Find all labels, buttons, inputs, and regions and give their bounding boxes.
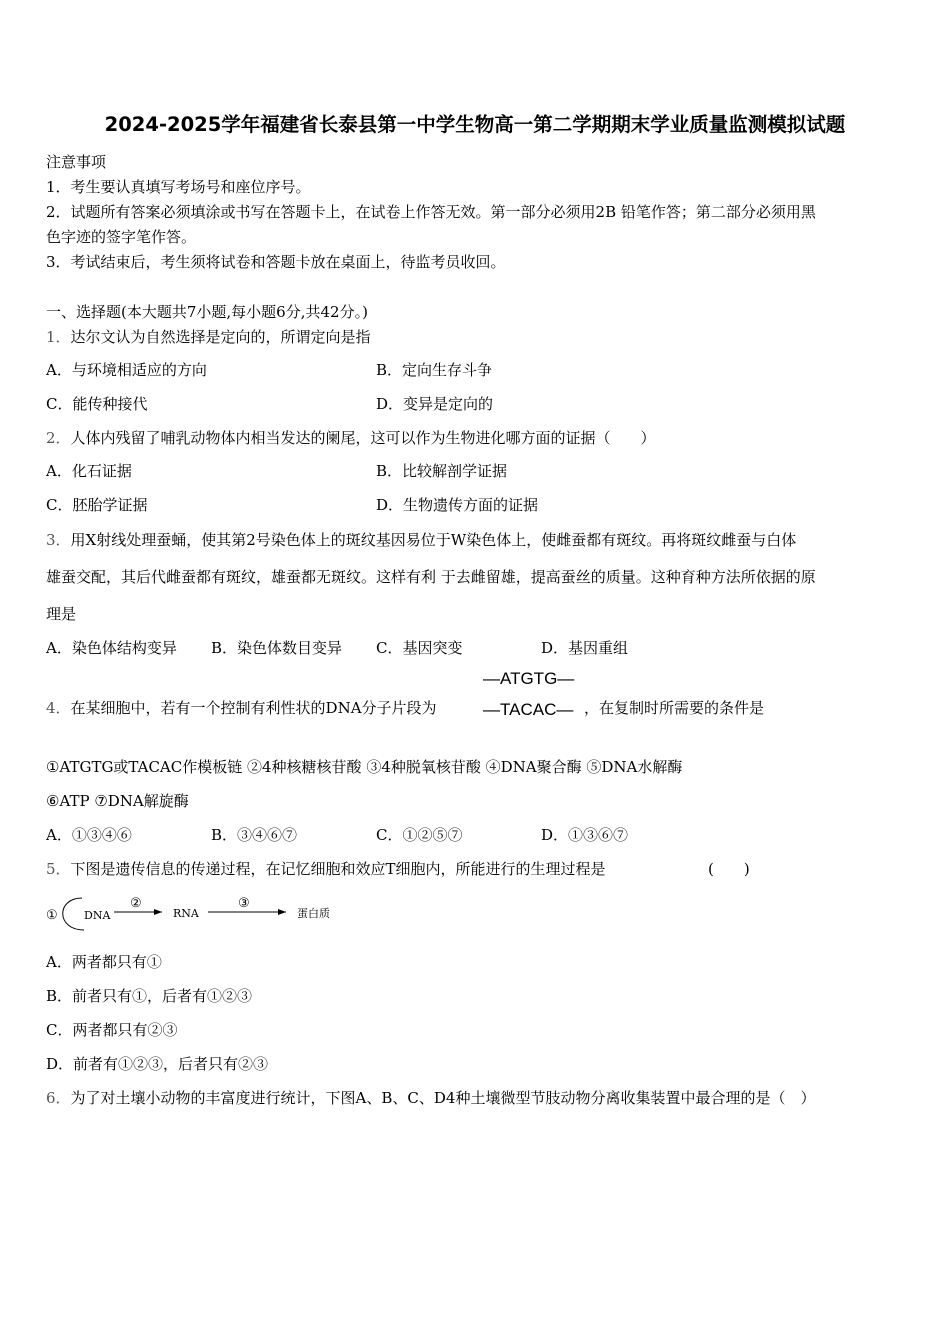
question-5 xyxy=(46,859,606,879)
question-stem: 下图是遗传信息的传递过程，在记忆细胞和效应T细胞内，所能进行的生理过程是 xyxy=(70,860,606,878)
question-stem-line: 雄蚕交配，其后代雌蚕都有斑纹，雄蚕都无斑纹。这样有利 于去雌留雄，提高蚕丝的质量。这种育种方法所依据的原 xyxy=(46,568,816,586)
option-d: D．①③⑥⑦ xyxy=(541,826,629,844)
option-a: A．两者都只有① xyxy=(46,953,162,971)
question-stem: 人体内残留了哺乳动物体内相当发达的阑尾，这可以作为生物进化哪方面的证据（ ） xyxy=(70,429,656,447)
notice-item: 2．试题所有答案必须填涂或书写在答题卡上，在试卷上作答无效。第一部分必须用2B 铅笔作答；第二部分必须用黑 xyxy=(46,203,816,221)
option-a: A．①③④⑥ xyxy=(46,826,132,844)
label-2: ② xyxy=(130,896,142,911)
section-heading: 一、选择题(本大题共7小题,每小题6分,共42分。) xyxy=(46,303,368,321)
question-6 xyxy=(46,1088,815,1108)
genetic-flow-diagram xyxy=(44,892,354,936)
question-3 xyxy=(46,530,796,550)
option-c: C．胚胎学证据 xyxy=(46,496,148,514)
question-stem-line: 用X射线处理蚕蛹，使其第2号染色体上的斑纹基因易位于W染色体上，使雌蚕都有斑纹。再将斑纹雌蚕与白体 xyxy=(70,531,797,549)
question-number: 4． xyxy=(46,699,71,717)
option-b: B．染色体数目变异 xyxy=(211,639,343,657)
question-stem-end: ，在复制时所需要的条件是 xyxy=(584,699,765,717)
dna-top-strand: —ATGTG— xyxy=(483,669,575,688)
label-1: ① xyxy=(46,908,58,923)
option-c: C．①②⑤⑦ xyxy=(376,826,463,844)
option-d: D．前者有①②③，后者只有②③ xyxy=(46,1055,269,1073)
rna-label: RNA xyxy=(173,907,199,920)
question-number: 6． xyxy=(46,1089,71,1107)
question-stem: 为了对土壤小动物的丰富度进行统计，下图A、B、C、D4种土壤微型节肢动物分离收集装置中最合理的是（ ） xyxy=(70,1089,816,1107)
replication-loop xyxy=(63,898,84,930)
notice-item: 色字迹的签字笔作答。 xyxy=(46,228,197,246)
page-title: 2024-2025学年福建省长泰县第一中学生物高一第二学期期末学业质量监测模拟试题 xyxy=(104,113,846,136)
protein-label: 蛋白质 xyxy=(297,907,330,920)
question-number: 2． xyxy=(46,429,71,447)
option-c: C．两者都只有②③ xyxy=(46,1021,178,1039)
question-4 xyxy=(46,698,437,718)
notice-item: 1．考生要认真填写考场号和座位序号。 xyxy=(46,178,311,196)
notice-item: 3．考试结束后，考生须将试卷和答题卡放在桌面上，待监考员收回。 xyxy=(46,253,506,271)
question-stem: 在某细胞中，若有一个控制有利性状的DNA分子片段为 xyxy=(70,699,437,717)
option-d: D．基因重组 xyxy=(541,639,629,657)
label-3: ③ xyxy=(238,896,250,911)
option-b: B．比较解剖学证据 xyxy=(376,462,508,480)
option-a: A．染色体结构变异 xyxy=(46,639,177,657)
option-b: B．前者只有①，后者有①②③ xyxy=(46,987,253,1005)
question-stem-line: 理是 xyxy=(46,605,77,623)
dna-label: DNA xyxy=(84,909,111,922)
conditions-line: ①ATGTG或TACAC作模板链 ②4种核糖核苷酸 ③4种脱氧核苷酸 ④DNA聚合酶 ⑤DNA水解酶 xyxy=(46,758,683,776)
dna-bottom-strand: —TACAC— xyxy=(483,700,574,719)
conditions-line: ⑥ATP ⑦DNA解旋酶 xyxy=(46,792,189,810)
option-d: D．生物遗传方面的证据 xyxy=(376,496,539,514)
answer-paren: ( ) xyxy=(708,860,750,878)
option-b: B．定向生存斗争 xyxy=(376,361,493,379)
question-number: 3． xyxy=(46,531,71,549)
question-number: 5． xyxy=(46,860,71,878)
notice-heading: 注意事项 xyxy=(46,153,107,171)
option-c: C．基因突变 xyxy=(376,639,463,657)
option-c: C．能传种接代 xyxy=(46,395,148,413)
question-1 xyxy=(46,327,371,347)
question-stem: 达尔文认为自然选择是定向的，所谓定向是指 xyxy=(70,328,371,346)
option-a: A．化石证据 xyxy=(46,462,132,480)
question-number: 1． xyxy=(46,328,71,346)
option-a: A．与环境相适应的方向 xyxy=(46,361,207,379)
option-b: B．③④⑥⑦ xyxy=(211,826,298,844)
question-2 xyxy=(46,428,656,448)
option-d: D．变异是定向的 xyxy=(376,395,494,413)
